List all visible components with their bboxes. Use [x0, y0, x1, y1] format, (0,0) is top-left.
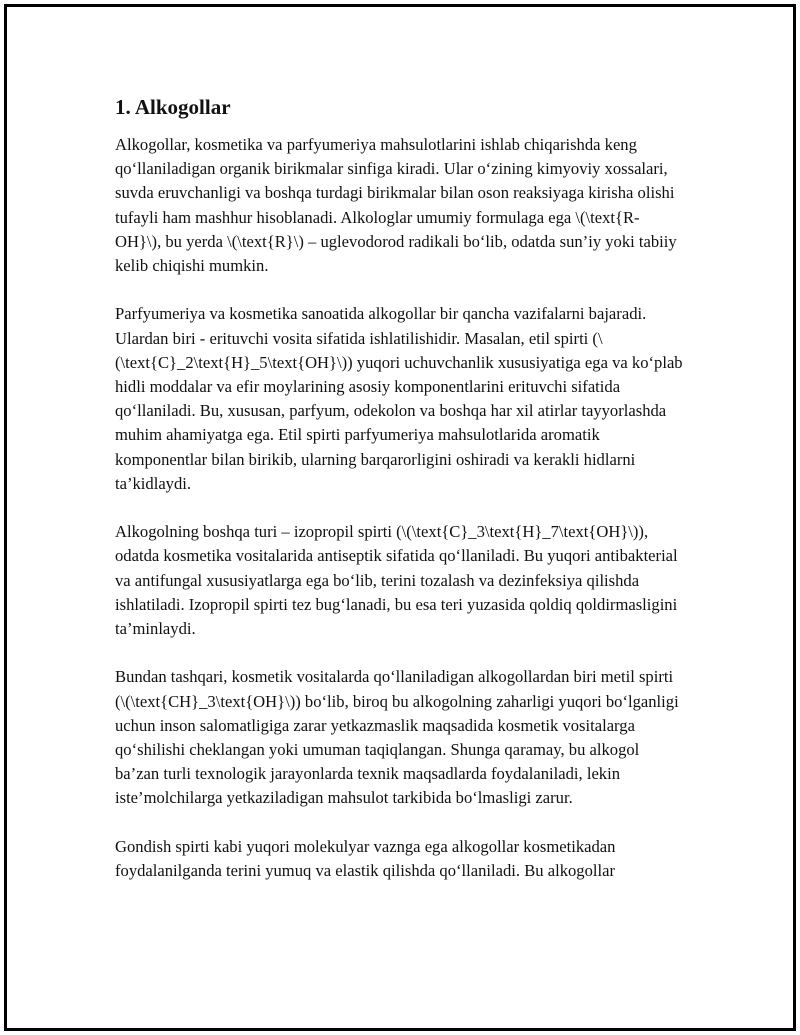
paragraph-methyl-alcohol: Bundan tashqari, kosmetik vositalarda qo‘llaniladigan alkogollardan biri metil spirti (\(\text{CH}_3\text{OH}\)) bo‘lib, biroq bu alkogolning zaharligi yuqori bo‘lganligi uchun inson salomatligiga zarar yetkazmaslik maqsadida kosmetik vositalarga qo‘shilishi cheklangan yoki umuman taqiqlangan. Shunga qaramay, bu alkogol ba’zan turli texnologik jarayonlarda texnik maqsadlarda foydalaniladi, lekin iste’molchilarga yetkaziladigan mahsulot tarkibida bo‘lmasligi zarur.: [115, 667, 679, 808]
section-heading: 1. Alkogollar: [115, 95, 231, 119]
document-body: [115, 94, 685, 907]
paragraph-isopropyl-alcohol: Alkogolning boshqa turi – izopropil spirti (\(\text{C}_3\text{H}_7\text{OH}\)), odatda kosmetika vositalarida antiseptik sifatida qo‘llaniladi. Bu yuqori antibakterial va antifungal xususiyatlarga ega bo‘lib, terini tozalash va dezinfeksiya qilishda ishlatiladi. Izopropil spirti tez bug‘lanadi, bu esa teri yuzasida qoldiq qoldirmasligini ta’minlaydi.: [115, 522, 678, 639]
paragraph-intro: Alkogollar, kosmetika va parfyumeriya mahsulotlarini ishlab chiqarishda keng qo‘llaniladigan organik birikmalar sinfiga kiradi. Ular o‘zining kimyoviy xossalari, suvda eruvchanligi va boshqa turdagi birikmalar bilan oson reaksiyaga kirisha olishi tufayli ham mashhur hisoblanadi. Alkologlar umumiy formulaga ega \(\text{R-OH}\), bu yerda \(\text{R}\) – uglevodorod radikali bo‘lib, odatda sun’iy yoki tabiiy kelib chiqishi mumkin.: [115, 135, 677, 276]
paragraph-high-molecular-alcohols: Gondish spirti kabi yuqori molekulyar vaznga ega alkogollar kosmetikadan foydalanilganda terini yumuq va elastik qilishda qo‘llaniladi. Bu alkogollar: [115, 836, 616, 881]
paragraph-ethyl-alcohol: Parfyumeriya va kosmetika sanoatida alkogollar bir qancha vazifalarni bajaradi. Ulardan biri - erituvchi vosita sifatida ishlatilishidir. Masalan, etil spirti (\(\text{C}_2\text{H}_5\text{OH}\)) yuqori uchuvchanlik xususiyatiga ega va ko‘plab hidli moddalar va efir moylarining asosiy komponentlarini erituvchi sifatida qo‘llaniladi. Bu, xususan, parfyum, odekolon va boshqa har xil atirlar tayyorlashda muhim ahamiyatga ega. Etil spirti parfyumeriya mahsulotlarida aromatik komponentlar bilan birikib, ularning barqarorligini oshiradi va kerakli hidlarni ta’kidlaydi.: [115, 304, 683, 493]
